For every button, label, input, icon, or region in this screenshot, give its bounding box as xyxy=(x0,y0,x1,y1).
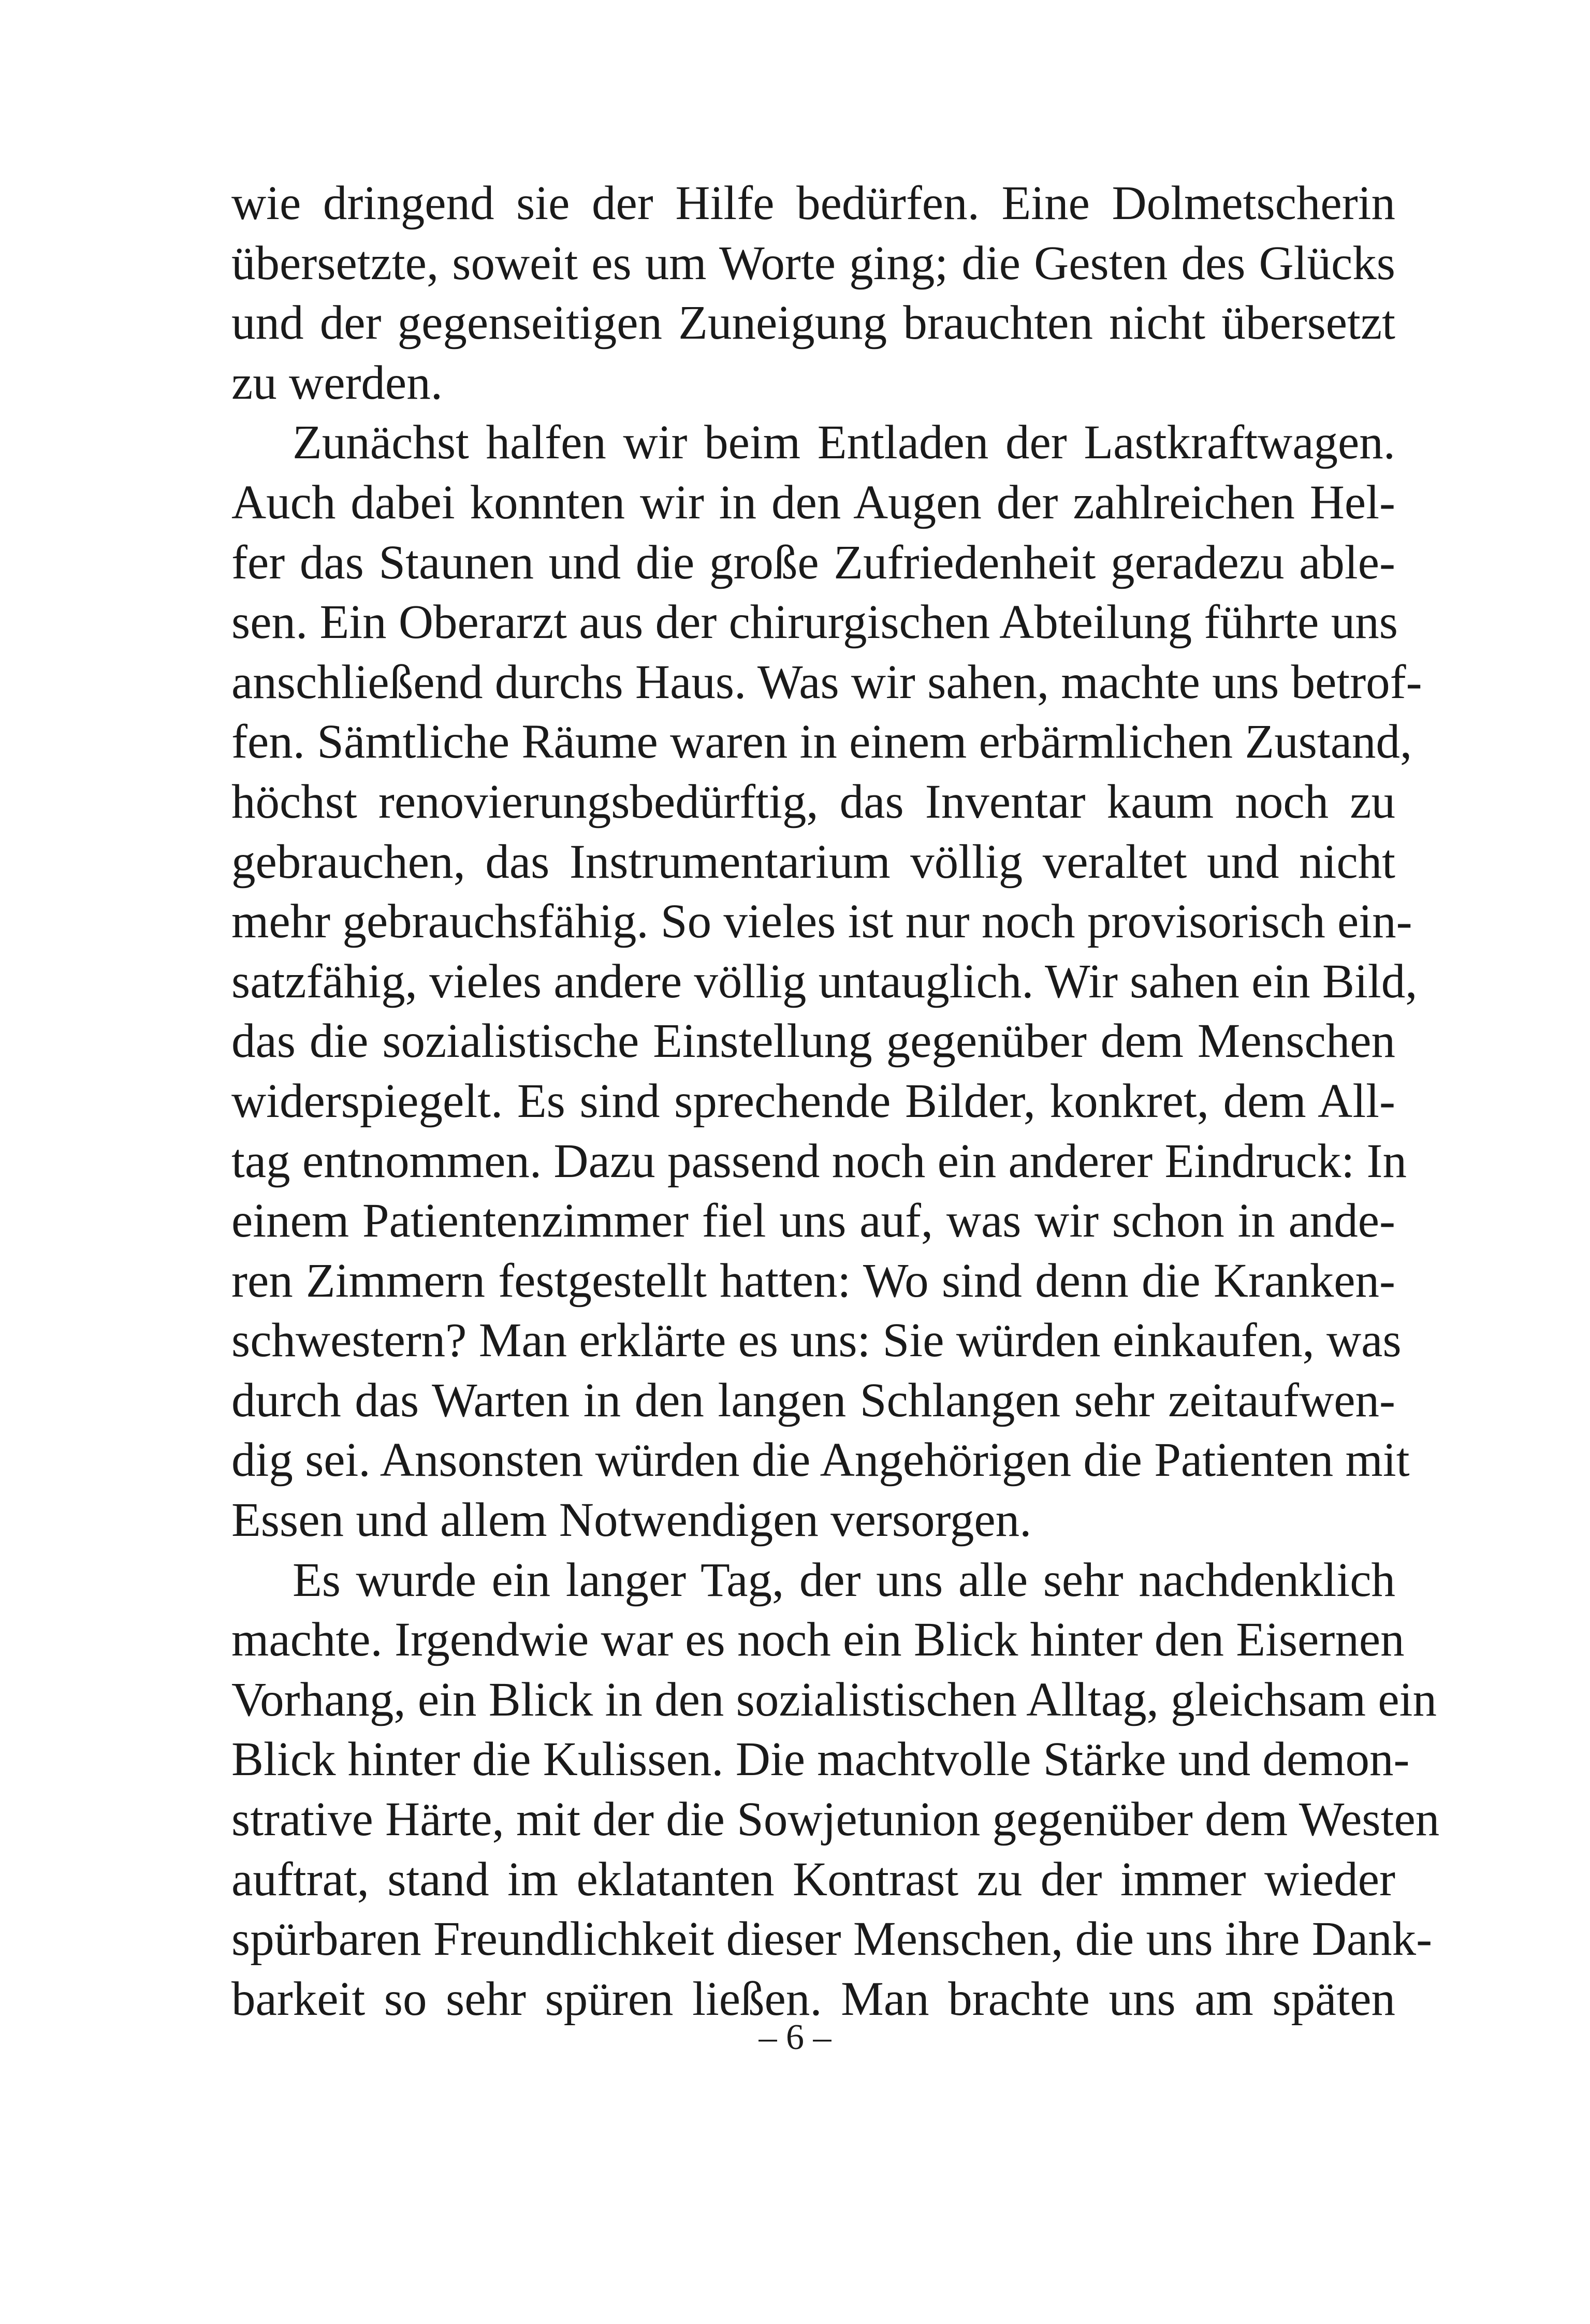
text-line: ren Zimmern festgestellt hatten: Wo sind denn die Kranken- xyxy=(231,1254,1395,1308)
text-line: tag entnommen. Dazu passend noch ein anderer Eindruck: In xyxy=(231,1134,1407,1188)
text-line: machte. Irgendwie war es noch ein Blick hinter den Eisernen xyxy=(231,1613,1405,1667)
text-line: übersetzte, soweit es um Worte ging; die Gesten des Glücks xyxy=(231,236,1395,290)
text-line: satzfähig, vieles andere völlig untauglich. Wir sahen ein Bild, xyxy=(231,954,1418,1008)
text-line: Essen und allem Notwendigen versorgen. xyxy=(231,1493,1032,1547)
text-line: spürbaren Freundlichkeit dieser Menschen, die uns ihre Dank- xyxy=(231,1912,1433,1966)
text-line: Vorhang, ein Blick in den sozialistischen Alltag, gleichsam ein xyxy=(231,1673,1437,1726)
text-line: dig sei. Ansonsten würden die Angehörigen die Patienten mit xyxy=(231,1433,1410,1487)
text-line: auftrat, stand im eklatanten Kontrast zu der immer wieder xyxy=(231,1852,1395,1906)
text-line: höchst renovierungsbedürftig, das Inventar kaum noch zu xyxy=(231,775,1395,829)
text-line: barkeit so sehr spüren ließen. Man brachte uns am späten xyxy=(231,1972,1395,2026)
text-line: zu werden. xyxy=(231,356,443,410)
text-line: gebrauchen, das Instrumentarium völlig veraltet und nicht xyxy=(231,835,1395,889)
text-line: fer das Staunen und die große Zufriedenheit geradezu able- xyxy=(231,535,1395,589)
text-line: schwestern? Man erklärte es uns: Sie würden einkaufen, was xyxy=(231,1314,1402,1368)
paragraph xyxy=(231,413,1422,1550)
text-line: Blick hinter die Kulissen. Die machtvolle Stärke und demon- xyxy=(231,1733,1410,1786)
text-line: wie dringend sie der Hilfe bedürfen. Eine Dolmetscherin xyxy=(231,177,1395,230)
paragraph xyxy=(231,173,1395,413)
text-line: das die sozialistische Einstellung gegenüber dem Menschen xyxy=(231,1014,1395,1068)
text-line: Auch dabei konnten wir in den Augen der zahlreichen Hel- xyxy=(231,475,1395,529)
text-line: Zunächst halfen wir beim Entladen der Lastkraftwagen. xyxy=(293,416,1395,470)
page-number: – 6 – xyxy=(758,2017,832,2057)
paragraph xyxy=(231,1550,1440,2029)
text-line: widerspiegelt. Es sind sprechende Bilder, konkret, dem All- xyxy=(231,1074,1395,1128)
text-line: sen. Ein Oberarzt aus der chirurgischen Abteilung führte uns xyxy=(231,595,1398,649)
text-line: anschließend durchs Haus. Was wir sahen, machte uns betrof- xyxy=(231,655,1422,709)
text-line: Es wurde ein langer Tag, der uns alle sehr nachdenklich xyxy=(293,1553,1395,1607)
text-line: und der gegenseitigen Zuneigung brauchten nicht übersetzt xyxy=(231,296,1395,350)
text-line: strative Härte, mit der die Sowjetunion gegenüber dem Westen xyxy=(231,1793,1440,1847)
body-text xyxy=(231,173,1440,2029)
text-line: einem Patientenzimmer fiel uns auf, was wir schon in ande- xyxy=(231,1194,1395,1248)
text-line: durch das Warten in den langen Schlangen sehr zeitaufwen- xyxy=(231,1373,1395,1427)
text-line: fen. Sämtliche Räume waren in einem erbärmlichen Zustand, xyxy=(231,715,1412,769)
text-line: mehr gebrauchsfähig. So vieles ist nur noch provisorisch ein- xyxy=(231,895,1412,949)
